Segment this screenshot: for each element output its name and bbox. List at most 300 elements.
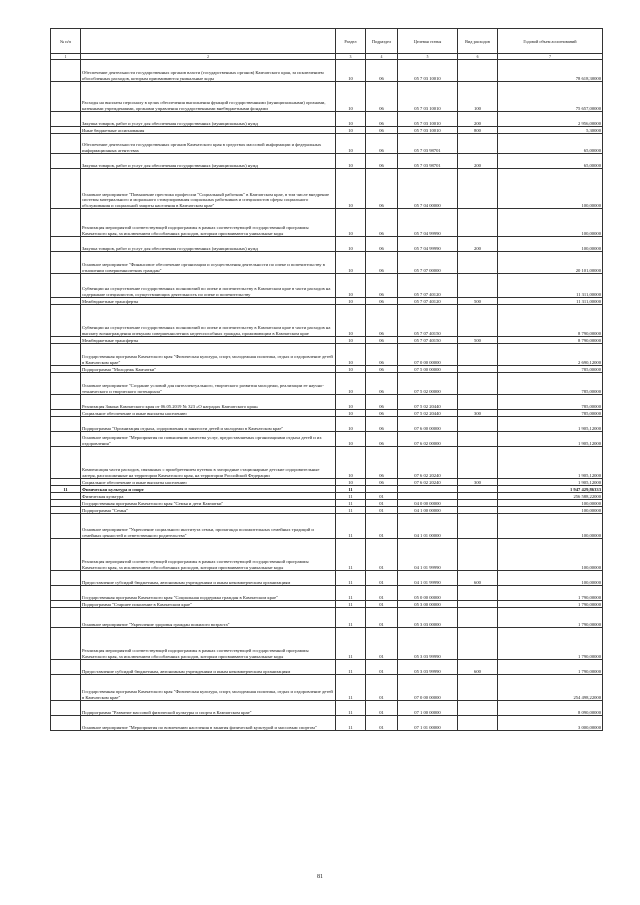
row-name: Основное мероприятие "Мероприятия по вовлечению населения в занятия физической культурой и массовым спортом" — [81, 716, 336, 731]
row-expense-type — [458, 344, 498, 366]
table-row — [51, 60, 603, 82]
table-row — [51, 675, 603, 701]
row-expense-type: 500 — [458, 298, 498, 305]
row-number — [51, 493, 81, 500]
row-subsection: 06 — [366, 274, 398, 298]
row-target-article: 05 3 03 00000 — [398, 608, 458, 628]
row-subsection: 01 — [366, 571, 398, 586]
row-number: 11 — [51, 486, 81, 493]
row-number — [51, 701, 81, 716]
row-target-article: 05 7 03 98701 — [398, 134, 458, 154]
row-expense-type — [458, 608, 498, 628]
row-target-article: 05 7 04 99990 — [398, 209, 458, 237]
row-amount: 100,00000 — [498, 237, 603, 252]
row-section: 10 — [336, 410, 366, 417]
row-subsection: 06 — [366, 432, 398, 447]
row-target-article: 05 7 03 10010 — [398, 82, 458, 112]
row-subsection: 01 — [366, 601, 398, 608]
row-number — [51, 479, 81, 486]
table-row — [51, 716, 603, 731]
header-exp-type: Вид расходов — [458, 29, 498, 54]
row-target-article — [398, 486, 458, 493]
row-subsection — [366, 486, 398, 493]
row-number — [51, 432, 81, 447]
row-number — [51, 395, 81, 410]
row-section: 10 — [336, 432, 366, 447]
row-amount: 75 657,00000 — [498, 82, 603, 112]
row-section: 10 — [336, 60, 366, 82]
row-amount: 5,30000 — [498, 127, 603, 134]
column-number: 7 — [498, 54, 603, 60]
row-target-article: 07 6 02 20240 — [398, 447, 458, 479]
table-row — [51, 479, 603, 486]
row-section: 11 — [336, 571, 366, 586]
row-number — [51, 337, 81, 344]
row-subsection: 01 — [366, 628, 398, 660]
row-number — [51, 628, 81, 660]
row-expense-type — [458, 447, 498, 479]
table-row — [51, 417, 603, 432]
row-target-article: 07 5 00 00000 — [398, 366, 458, 373]
table-row — [51, 366, 603, 373]
row-expense-type — [458, 209, 498, 237]
row-number — [51, 134, 81, 154]
row-section: 10 — [336, 337, 366, 344]
row-name: Основное мероприятие "Финансовое обеспечение организации и осуществления деятельности по опеке и попечительству в отношении совершеннолетних граждан" — [81, 252, 336, 274]
row-subsection: 06 — [366, 337, 398, 344]
row-section: 11 — [336, 675, 366, 701]
row-number — [51, 169, 81, 209]
row-subsection: 06 — [366, 410, 398, 417]
row-section: 10 — [336, 344, 366, 366]
row-number — [51, 366, 81, 373]
row-name: Расходы на выплаты персоналу в целях обеспечения выполнения функций государственными (муниципальными) органами, казенными учреждениями, органами управления государственными внебюджетными фондами — [81, 82, 336, 112]
table-row — [51, 134, 603, 154]
table-row — [51, 447, 603, 479]
row-name: Подпрограмма "Организация отдыха, оздоровления и занятости детей и молодежи в Камчатском крае" — [81, 417, 336, 432]
row-amount: 785,00000 — [498, 395, 603, 410]
row-amount: 254 498,22000 — [498, 675, 603, 701]
row-expense-type — [458, 395, 498, 410]
table-row — [51, 252, 603, 274]
row-name: Основное мероприятие "Укрепление социального института семьи, пропаганда положительных семейных традиций и семейных ценностей и ответственного родительства" — [81, 514, 336, 539]
row-amount: 20 101,00000 — [498, 252, 603, 274]
row-expense-type — [458, 493, 498, 500]
row-section: 10 — [336, 127, 366, 134]
row-subsection: 06 — [366, 134, 398, 154]
row-expense-type — [458, 701, 498, 716]
row-expense-type — [458, 417, 498, 432]
row-subsection: 06 — [366, 154, 398, 169]
row-expense-type — [458, 507, 498, 514]
row-expense-type: 300 — [458, 479, 498, 486]
table-row — [51, 507, 603, 514]
row-name: Закупка товаров, работ и услуг для обеспечения государственных (муниципальных) нужд — [81, 237, 336, 252]
row-expense-type: 200 — [458, 112, 498, 127]
table-row — [51, 127, 603, 134]
table-row — [51, 628, 603, 660]
budget-table — [50, 28, 603, 731]
row-name: Реализация мероприятий соответствующей подпрограммы в рамках соответствующей государственной программы Камчатского края, за исключением обособленных расходов, которым присваиваются уникальные коды — [81, 539, 336, 571]
row-number — [51, 237, 81, 252]
row-subsection: 01 — [366, 608, 398, 628]
row-number — [51, 571, 81, 586]
row-name: Субвенции на осуществление государственных полномочий по опеке и попечительству в Камчатском крае в части расходов на содержание специалистов, осуществляющих деятельность по опеке и попечительству — [81, 274, 336, 298]
row-name: Межбюджетные трансферты — [81, 298, 336, 305]
row-target-article: 05 7 04 99990 — [398, 237, 458, 252]
row-number — [51, 417, 81, 432]
row-section: 11 — [336, 586, 366, 601]
row-section: 10 — [336, 366, 366, 373]
table-row — [51, 410, 603, 417]
row-number — [51, 344, 81, 366]
row-name: Субвенции на осуществление государственных полномочий по опеке и попечительству в Камчатском крае в части расходов на выплату вознаграждения опекунам совершеннолетних недееспособных граждан, проживающим в Камчатском крае — [81, 305, 336, 337]
row-name: Основное мероприятие "Мероприятия по повышению качества услуг, предоставляемых организациями отдыха детей и их оздоровления" — [81, 432, 336, 447]
row-amount: 100,00000 — [498, 209, 603, 237]
row-subsection: 01 — [366, 586, 398, 601]
row-target-article: 05 7 07 40150 — [398, 337, 458, 344]
table-row — [51, 701, 603, 716]
row-target-article: 07 6 02 20240 — [398, 479, 458, 486]
row-section: 11 — [336, 716, 366, 731]
row-expense-type — [458, 601, 498, 608]
row-name: Закупка товаров, работ и услуг для обеспечения государственных (муниципальных) нужд — [81, 154, 336, 169]
row-number — [51, 410, 81, 417]
row-target-article: 07 5 02 20440 — [398, 410, 458, 417]
row-expense-type: 800 — [458, 127, 498, 134]
row-section: 11 — [336, 701, 366, 716]
row-subsection: 01 — [366, 507, 398, 514]
row-amount: 3 000,00000 — [498, 716, 603, 731]
row-amount: 65,00000 — [498, 134, 603, 154]
row-amount: 1 905,12000 — [498, 432, 603, 447]
row-section: 11 — [336, 514, 366, 539]
row-expense-type — [458, 539, 498, 571]
row-name: Подпрограмма "Старшее поколение в Камчатском крае" — [81, 601, 336, 608]
row-target-article: 04 1 01 00000 — [398, 514, 458, 539]
column-number: 3 — [336, 54, 366, 60]
row-expense-type — [458, 252, 498, 274]
table-row — [51, 500, 603, 507]
row-target-article: 05 7 03 10010 — [398, 112, 458, 127]
row-amount: 1 790,00000 — [498, 660, 603, 675]
row-section: 11 — [336, 660, 366, 675]
row-number — [51, 507, 81, 514]
row-amount: 785,00000 — [498, 410, 603, 417]
row-amount: 100,00000 — [498, 539, 603, 571]
table-row — [51, 586, 603, 601]
row-amount: 2 690,12000 — [498, 344, 603, 366]
row-target-article: 05 7 07 40120 — [398, 298, 458, 305]
row-subsection: 01 — [366, 716, 398, 731]
row-section: 10 — [336, 112, 366, 127]
row-section: 11 — [336, 486, 366, 493]
row-name: Компенсация части расходов, связанных с приобретением путевок в загородные стационарные детские оздоровительные лагеря, расположенные на территории Камчатского края, на территории Российской Федерации — [81, 447, 336, 479]
row-amount: 1 905,12000 — [498, 447, 603, 479]
row-amount: 1 790,00000 — [498, 628, 603, 660]
row-subsection: 06 — [366, 298, 398, 305]
table-row — [51, 305, 603, 337]
row-section: 10 — [336, 417, 366, 432]
table-body — [51, 60, 603, 731]
row-section: 11 — [336, 539, 366, 571]
row-subsection: 01 — [366, 500, 398, 507]
header-subsection: Подраздел — [366, 29, 398, 54]
row-name: Физическая культура — [81, 493, 336, 500]
row-number — [51, 716, 81, 731]
table-header — [51, 29, 603, 54]
row-expense-type — [458, 432, 498, 447]
table-row — [51, 486, 603, 493]
row-subsection: 01 — [366, 675, 398, 701]
row-name: Закупка товаров, работ и услуг для обеспечения государственных (муниципальных) нужд — [81, 112, 336, 127]
table-row — [51, 571, 603, 586]
column-number: 2 — [81, 54, 336, 60]
row-expense-type — [458, 366, 498, 373]
row-number — [51, 82, 81, 112]
row-name: Предоставление субсидий бюджетным, автономным учреждениям и иным некоммерческим организациям — [81, 571, 336, 586]
row-amount: 100,00000 — [498, 169, 603, 209]
table-row — [51, 432, 603, 447]
header-amount: Годовой объем ассигнований — [498, 29, 603, 54]
row-section: 10 — [336, 134, 366, 154]
row-expense-type — [458, 305, 498, 337]
row-number — [51, 154, 81, 169]
row-expense-type — [458, 675, 498, 701]
row-name: Реализация мероприятий соответствующей подпрограммы в рамках соответствующей государственной программы Камчатского края, за исключением обособленных расходов, которым присваиваются уникальные коды — [81, 628, 336, 660]
row-section: 11 — [336, 507, 366, 514]
row-subsection: 06 — [366, 479, 398, 486]
row-section: 10 — [336, 298, 366, 305]
row-section: 11 — [336, 493, 366, 500]
row-target-article — [398, 493, 458, 500]
row-number — [51, 274, 81, 298]
row-number — [51, 60, 81, 82]
table-row — [51, 608, 603, 628]
column-number: 5 — [398, 54, 458, 60]
row-expense-type — [458, 716, 498, 731]
row-number — [51, 601, 81, 608]
row-name: Предоставление субсидий бюджетным, автономным учреждениям и иным некоммерческим организациям — [81, 660, 336, 675]
row-target-article: 07 0 00 00000 — [398, 344, 458, 366]
row-amount: 100,00000 — [498, 507, 603, 514]
row-number — [51, 252, 81, 274]
row-section: 10 — [336, 479, 366, 486]
row-section: 10 — [336, 274, 366, 298]
row-number — [51, 608, 81, 628]
row-section: 10 — [336, 305, 366, 337]
table-row — [51, 660, 603, 675]
table-row — [51, 274, 603, 298]
page-number: 81 — [317, 874, 323, 880]
row-section: 10 — [336, 237, 366, 252]
row-amount: 1 905,12000 — [498, 417, 603, 432]
row-number — [51, 112, 81, 127]
row-amount: 100,00000 — [498, 571, 603, 586]
row-section: 10 — [336, 447, 366, 479]
row-target-article: 05 7 04 00000 — [398, 169, 458, 209]
row-amount: 1 905,12000 — [498, 479, 603, 486]
column-number: 6 — [458, 54, 498, 60]
row-amount: 11 311,00000 — [498, 274, 603, 298]
row-expense-type: 100 — [458, 82, 498, 112]
header-name — [81, 29, 336, 54]
row-name: Государственная программа Камчатского края "Физическая культура, спорт, молодежная политика, отдых и оздоровление детей в Камчатском крае" — [81, 675, 336, 701]
table-row — [51, 112, 603, 127]
table-row — [51, 395, 603, 410]
row-amount: 2 956,00000 — [498, 112, 603, 127]
column-number: 4 — [366, 54, 398, 60]
row-section: 10 — [336, 209, 366, 237]
row-section: 10 — [336, 82, 366, 112]
row-section: 10 — [336, 373, 366, 395]
row-amount: 1 790,00000 — [498, 601, 603, 608]
row-subsection: 06 — [366, 60, 398, 82]
table-row — [51, 298, 603, 305]
header-target: Целевая статья — [398, 29, 458, 54]
table-row — [51, 373, 603, 395]
row-number — [51, 127, 81, 134]
row-name: Основное мероприятие "Создание условий для интеллектуального, творческого развития молодежи, реализации ее научно-технического и творческого потенциала" — [81, 373, 336, 395]
row-amount: 8 090,00000 — [498, 701, 603, 716]
row-expense-type: 200 — [458, 154, 498, 169]
row-section: 11 — [336, 601, 366, 608]
row-amount: 78 618,30000 — [498, 60, 603, 82]
row-number — [51, 305, 81, 337]
row-section: 10 — [336, 395, 366, 410]
row-subsection: 06 — [366, 237, 398, 252]
row-target-article: 07 0 00 00000 — [398, 675, 458, 701]
row-target-article: 05 7 03 10010 — [398, 127, 458, 134]
row-amount: 785,00000 — [498, 366, 603, 373]
table-row — [51, 539, 603, 571]
row-expense-type — [458, 134, 498, 154]
row-expense-type — [458, 514, 498, 539]
row-subsection: 06 — [366, 373, 398, 395]
row-subsection: 06 — [366, 82, 398, 112]
column-number: 1 — [51, 54, 81, 60]
row-section: 11 — [336, 608, 366, 628]
row-subsection: 06 — [366, 252, 398, 274]
row-name: Государственная программа Камчатского края "Семья и дети Камчатки" — [81, 500, 336, 507]
row-name: Подпрограмма "Развитие массовой физической культуры и спорта в Камчатском крае" — [81, 701, 336, 716]
row-expense-type: 600 — [458, 571, 498, 586]
row-amount: 11 311,00000 — [498, 298, 603, 305]
table-row — [51, 82, 603, 112]
row-target-article: 05 0 00 00000 — [398, 586, 458, 601]
row-target-article: 05 7 07 00000 — [398, 252, 458, 274]
row-number — [51, 209, 81, 237]
row-subsection: 06 — [366, 344, 398, 366]
row-number — [51, 660, 81, 675]
row-name: Обеспечение деятельности государственных органов Камчатского края в средствах массовой информации и федеральных информационных агентствах — [81, 134, 336, 154]
row-subsection: 06 — [366, 169, 398, 209]
row-target-article: 05 7 07 40150 — [398, 305, 458, 337]
row-subsection: 06 — [366, 127, 398, 134]
row-target-article: 04 1 01 99990 — [398, 571, 458, 586]
row-name: Государственная программа Камчатского края "Социальная поддержка граждан в Камчатском крае" — [81, 586, 336, 601]
row-target-article: 07 5 02 20440 — [398, 395, 458, 410]
row-section: 10 — [336, 154, 366, 169]
row-amount: 785,00000 — [498, 373, 603, 395]
row-subsection: 06 — [366, 305, 398, 337]
row-number — [51, 675, 81, 701]
header-section: Раздел — [336, 29, 366, 54]
row-section: 11 — [336, 628, 366, 660]
row-name: Подпрограмма "Семья" — [81, 507, 336, 514]
row-name: Межбюджетные трансферты — [81, 337, 336, 344]
table-row — [51, 237, 603, 252]
row-target-article: 07 1 00 00000 — [398, 701, 458, 716]
document-page — [50, 28, 602, 731]
row-number — [51, 500, 81, 507]
row-expense-type — [458, 60, 498, 82]
row-target-article: 05 3 00 00000 — [398, 601, 458, 608]
row-subsection: 01 — [366, 539, 398, 571]
row-subsection: 01 — [366, 660, 398, 675]
row-section: 10 — [336, 252, 366, 274]
row-amount: 1 947 429,86333 — [498, 486, 603, 493]
row-number — [51, 447, 81, 479]
row-number — [51, 539, 81, 571]
row-name: Обеспечение деятельности государственных органов власти (государственных органов) Камчатского края, за исключением обособленных расходов, которым присваиваются уникальные коды — [81, 60, 336, 82]
row-target-article: 04 1 00 00000 — [398, 507, 458, 514]
row-name: Социальное обеспечение и иные выплаты населению — [81, 479, 336, 486]
row-amount: 8 790,00000 — [498, 305, 603, 337]
row-subsection: 06 — [366, 395, 398, 410]
row-expense-type — [458, 486, 498, 493]
row-name: Социальное обеспечение и иные выплаты населению — [81, 410, 336, 417]
row-expense-type: 500 — [458, 337, 498, 344]
row-amount: 65,00000 — [498, 154, 603, 169]
row-target-article: 07 5 02 00000 — [398, 373, 458, 395]
row-name: Государственная программа Камчатского края "Физическая культура, спорт, молодежная политика, отдых и оздоровление детей в Камчатском крае" — [81, 344, 336, 366]
row-name: Подпрограмма "Молодежь Камчатки" — [81, 366, 336, 373]
row-name: Реализация Закона Камчатского края от 06.05.2019 № 323 «О наградах Камчатского края» — [81, 395, 336, 410]
row-subsection: 01 — [366, 493, 398, 500]
row-amount: 100,00000 — [498, 514, 603, 539]
row-subsection: 06 — [366, 366, 398, 373]
row-number — [51, 514, 81, 539]
header-no: № п/п — [51, 29, 81, 54]
row-name: Реализация мероприятий соответствующей подпрограммы в рамках соответствующей государственной программы Камчатского края, за исключением обособленных расходов, которым присваиваются уникальные коды — [81, 209, 336, 237]
row-amount: 100,00000 — [498, 500, 603, 507]
row-expense-type — [458, 628, 498, 660]
row-target-article: 04 1 01 99990 — [398, 539, 458, 571]
row-target-article: 05 7 03 98701 — [398, 154, 458, 169]
table-row — [51, 154, 603, 169]
row-target-article: 05 7 07 40120 — [398, 274, 458, 298]
row-name: Основное мероприятие "Повышение престижа профессии "Социальный работник" в Камчатском крае, в том числе внедрение системы материального и морального стимулирования социальных работников и специалистов сферы социального обслуживания и социальной защиты населения в Камчатском крае" — [81, 169, 336, 209]
row-expense-type: 300 — [458, 410, 498, 417]
row-subsection: 01 — [366, 701, 398, 716]
table-row — [51, 169, 603, 209]
row-target-article: 05 3 03 99990 — [398, 660, 458, 675]
row-target-article: 05 3 03 99990 — [398, 628, 458, 660]
row-amount: 1 790,00000 — [498, 586, 603, 601]
row-name: Физическая культура и спорт — [81, 486, 336, 493]
table-row — [51, 601, 603, 608]
row-expense-type: 200 — [458, 237, 498, 252]
row-amount: 8 790,00000 — [498, 337, 603, 344]
row-number — [51, 373, 81, 395]
row-section: 10 — [336, 169, 366, 209]
row-expense-type — [458, 500, 498, 507]
table-row — [51, 514, 603, 539]
row-subsection: 06 — [366, 112, 398, 127]
row-name: Иные бюджетные ассигнования — [81, 127, 336, 134]
table-row — [51, 209, 603, 237]
